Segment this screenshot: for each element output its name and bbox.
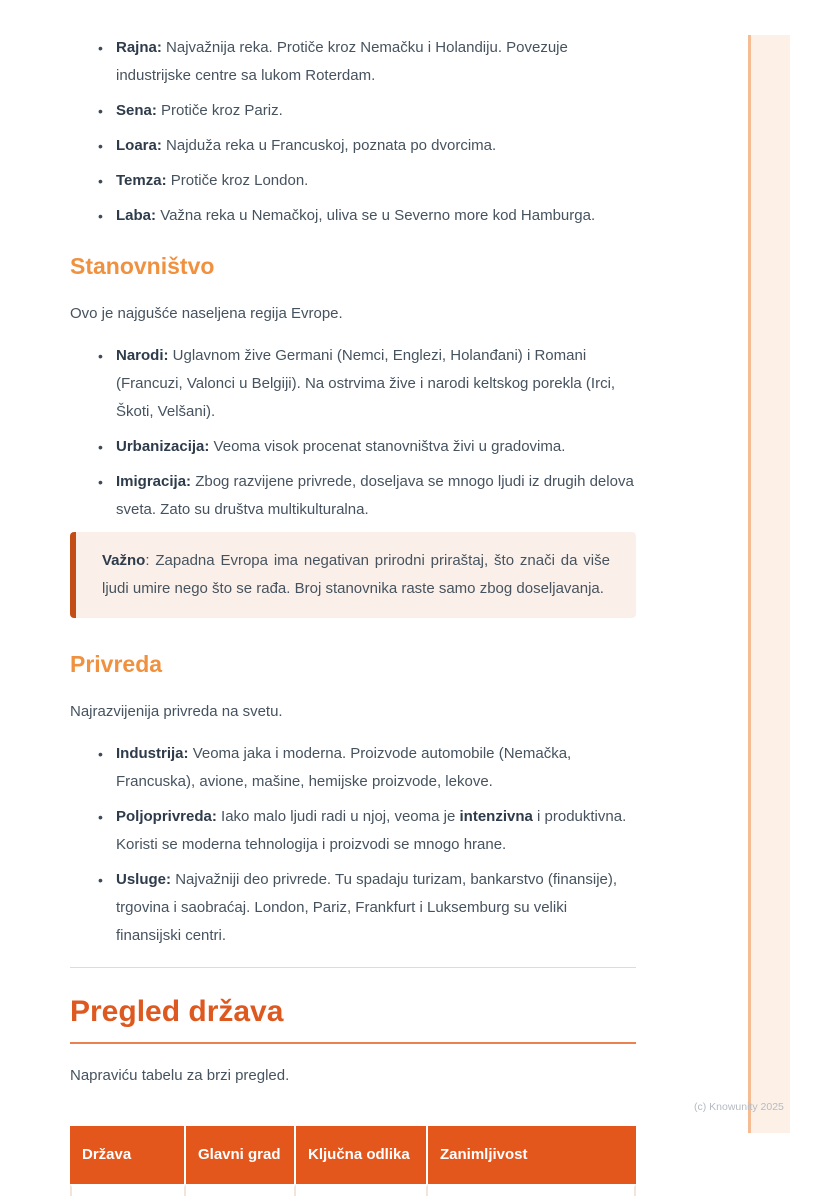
list-item-label: Rajna:: [116, 39, 162, 56]
document-content: [70, 0, 636, 1196]
table-cell: [296, 1184, 428, 1196]
list-item-urbanizacija: [70, 433, 636, 461]
section-divider: [70, 967, 636, 968]
stanovnistvo-list: [70, 342, 636, 524]
table-cell: [428, 1184, 636, 1196]
list-item-label: Imigracija:: [116, 473, 192, 490]
list-item-text: Najduža reka u Francuskoj, poznata po dvorcima.: [166, 137, 497, 154]
list-item-industrija: [70, 740, 636, 796]
rivers-list: [70, 34, 636, 230]
list-item-temza: [70, 167, 636, 195]
list-item-label: Temza:: [116, 172, 167, 189]
table-header-zanimljivost: Zanimljivost: [428, 1126, 636, 1184]
page-edge-stripe: [748, 35, 790, 1133]
list-item-text: Protiče kroz Pariz.: [161, 102, 283, 119]
table-header-row: [70, 1126, 636, 1184]
list-item-label: Loara:: [116, 137, 162, 154]
watermark: (c) Knowunity 2025: [694, 1101, 784, 1113]
list-item-label: Usluge:: [116, 871, 172, 888]
page-heading-pregled-drzava: Pregled država: [70, 995, 284, 1028]
callout-label: Važno: [102, 552, 146, 569]
inline-bold-text: intenzivna: [459, 808, 533, 825]
list-item-usluge: [70, 866, 636, 950]
list-item-loara: [70, 132, 636, 160]
list-item-label: Urbanizacija:: [116, 438, 210, 455]
list-item-label: Narodi:: [116, 347, 169, 364]
list-item-text: Protiče kroz London.: [170, 172, 309, 189]
section-heading-stanovnistvo: Stanovništvo: [70, 253, 215, 279]
list-item-label: Sena:: [116, 102, 157, 119]
table-header-glavni-grad: Glavni grad: [186, 1126, 296, 1184]
countries-overview-table: [70, 1126, 636, 1196]
list-item-text: Iako malo ljudi radi u njoj, veoma je: [221, 808, 460, 825]
table-row-partial: [70, 1184, 636, 1196]
table-cell: [70, 1184, 186, 1196]
list-item-label: Poljoprivreda:: [116, 808, 217, 825]
section-intro-privreda: Najrazvijenija privreda na svetu.: [70, 703, 283, 720]
important-callout: [70, 532, 636, 618]
table-cell: [186, 1184, 296, 1196]
table-header-drzava: Država: [70, 1126, 186, 1184]
list-item-text: Zbog razvijene privrede, doseljava se mnogo ljudi iz drugih delova sveta. Zato su društva multikulturalna.: [116, 473, 634, 518]
list-item-text: Veoma visok procenat stanovništva živi u gradovima.: [213, 438, 566, 455]
list-item-text: Važna reka u Nemačkoj, uliva se u Severno more kod Hamburga.: [160, 207, 596, 224]
list-item-text: Veoma jaka i moderna. Proizvode automobile (Nemačka, Francuska), avione, mašine, hemijske proizvode, lekove.: [116, 745, 572, 790]
section-heading-privreda: Privreda: [70, 651, 163, 677]
list-item-imigracija: [70, 468, 636, 524]
heading-underline: [70, 1042, 636, 1044]
list-item-label: Laba:: [116, 207, 157, 224]
list-item-laba: [70, 202, 636, 230]
list-item-poljoprivreda: [70, 803, 636, 859]
table-header-kljucna-odlika: Ključna odlika: [296, 1126, 428, 1184]
list-item-text: Najvažnija reka. Protiče kroz Nemačku i Holandiju. Povezuje industrijske centre sa lukom Roterdam.: [116, 39, 568, 84]
list-item-text: Najvažniji deo privrede. Tu spadaju turizam, bankarstvo (finansije), trgovina i saobraćaj. London, Pariz, Frankfurt i Luksemburg su veliki finansijski centri.: [116, 871, 618, 944]
list-item-sena: [70, 97, 636, 125]
list-item-text: i produktivna. Koristi se moderna tehnologija i proizvodi se mnogo hrane.: [116, 808, 627, 853]
list-item-label: Industrija:: [116, 745, 189, 762]
list-item-rajna: [70, 34, 636, 90]
callout-text: : Zapadna Evropa ima negativan prirodni priraštaj, što znači da više ljudi umire nego što se rađa. Broj stanovnika raste samo zbog doseljavanja.: [102, 552, 610, 597]
list-item-narodi: [70, 342, 636, 426]
list-item-text: Uglavnom žive Germani (Nemci, Englezi, Holanđani) i Romani (Francuzi, Valonci u Belgiji). Na ostrvima žive i narodi keltskog porekla (Irci, Škoti, Velšani).: [116, 347, 616, 420]
pregled-intro: Napraviću tabelu za brzi pregled.: [70, 1067, 290, 1084]
section-intro-stanovnistvo: Ovo je najgušće naseljena regija Evrope.: [70, 305, 343, 322]
privreda-list: [70, 740, 636, 950]
